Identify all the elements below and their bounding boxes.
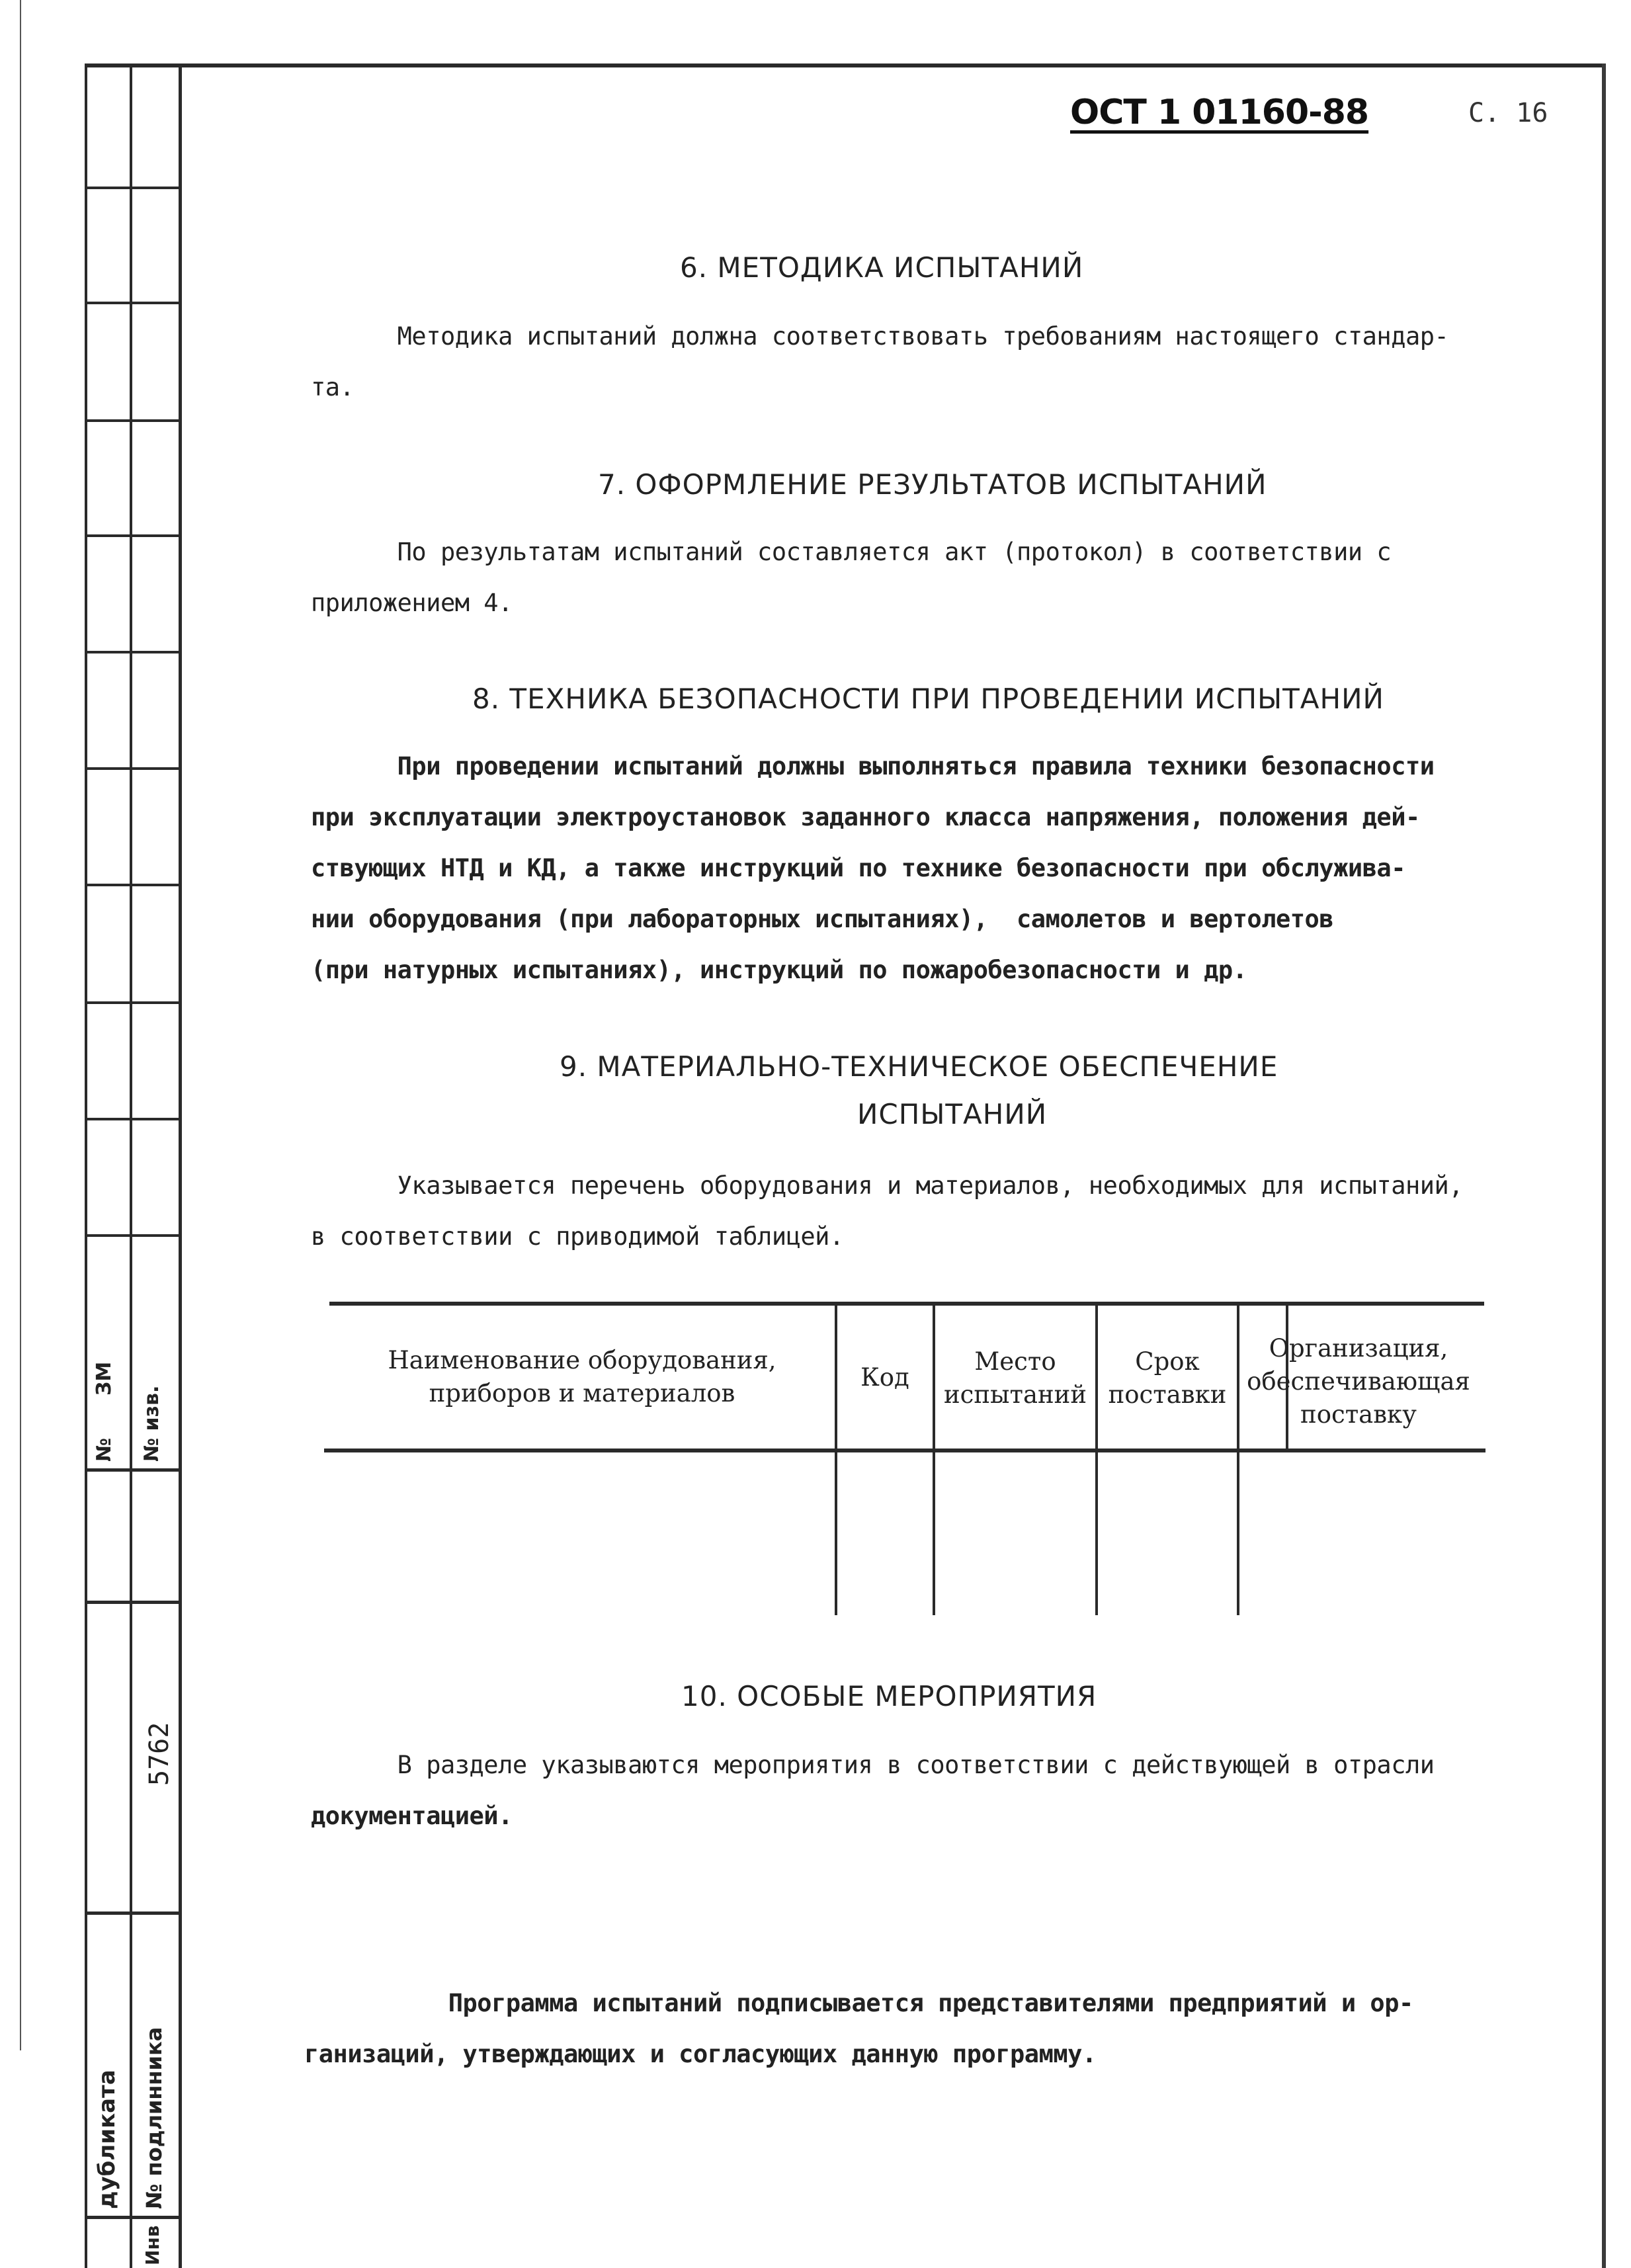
paragraph-line: По результатам испытаний составляется акт (протокол) в соответствии с [311, 538, 1392, 566]
margin-izm-label: ЗМ [93, 1361, 116, 1396]
table-header-term: Срок поставки [1108, 1347, 1227, 1409]
stamp-cell-line [85, 534, 182, 537]
page-number: С. 16 [1468, 98, 1548, 128]
margin-inv-number: 5762 [144, 1722, 175, 1786]
paragraph-line: В разделе указываются мероприятия в соответствии с действующей в отрасли [311, 1751, 1435, 1779]
frame-left-border [85, 63, 87, 2268]
stamp-cell-line [85, 651, 182, 653]
paragraph-line: Указывается перечень оборудования и материалов, необходимых для испытаний, [311, 1171, 1464, 1200]
table-header-place: Место испытаний [943, 1347, 1087, 1409]
outer-margin-rule [20, 0, 21, 2050]
paragraph-line: Методика испытаний должна соответствовать требованиям настоящего стандар- [311, 322, 1449, 351]
paragraph-line: приложением 4. [311, 589, 513, 617]
margin-dublikata-label: дубликата [94, 2070, 120, 2209]
closing-line: Программа испытаний подписывается представителями предприятий и ор- [304, 1989, 1413, 2017]
paragraph-line: документацией. [311, 1802, 513, 1830]
paragraph-line: (при натурных испытаниях), инструкций по пожаробезопасности и др. [311, 956, 1247, 984]
stamp-cell-line [85, 419, 182, 422]
section-heading: 7. ОФОРМЛЕНИЕ РЕЗУЛЬТАТОВ ИСПЫТАНИЙ [598, 468, 1267, 501]
stamp-cell-line [85, 2216, 182, 2219]
frame-top-border [85, 63, 1606, 67]
stamp-cell-line [85, 1468, 182, 1472]
section-heading: 6. МЕТОДИКА ИСПЫТАНИЙ [680, 251, 1084, 284]
paragraph-line: в соответствии с приводимой таблицей. [311, 1222, 844, 1251]
margin-inv-label: Инв [142, 2225, 163, 2265]
table-column-line [835, 1304, 837, 1615]
stamp-cell-line [85, 187, 182, 189]
stamp-cell-line [85, 884, 182, 886]
section-heading: 9. МАТЕРИАЛЬНО-ТЕХНИЧЕСКОЕ ОБЕСПЕЧЕНИЕ [560, 1050, 1278, 1083]
closing-line: ганизаций, утверждающих и согласующих данную программу. [304, 2040, 1097, 2068]
margin-podlinnika-label: № подлинника [142, 2027, 167, 2209]
table-header-code: Код [860, 1363, 909, 1392]
stamp-cell-line [85, 1118, 182, 1120]
paragraph-line: та. [311, 373, 355, 401]
document-code: ОСТ 1 01160-88 [1070, 93, 1369, 132]
stamp-column-right-border [179, 63, 182, 2268]
paragraph-line: нии оборудования (при лабораторных испытаниях), самолетов и вертолетов [311, 905, 1334, 933]
frame-right-border [1602, 63, 1606, 2268]
stamp-cell-line [85, 1911, 182, 1915]
paragraph-line: При проведении испытаний должны выполняться правила техники безопасности [311, 752, 1435, 780]
table-header-organization: Организация, обеспечивающая поставку [1247, 1334, 1470, 1429]
margin-no-izv-label: № изв. [140, 1385, 163, 1462]
section-heading: 8. ТЕХНИКА БЕЗОПАСНОСТИ ПРИ ПРОВЕДЕНИИ ИСПЫТАНИЙ [472, 683, 1384, 715]
stamp-cell-line [85, 302, 182, 304]
stamp-cell-line [85, 1001, 182, 1004]
paragraph-line: при эксплуатации электроустановок заданного класса напряжения, положения дей- [311, 803, 1420, 831]
table-top-rule [329, 1302, 1484, 1306]
section-heading: 10. ОСОБЫЕ МЕРОПРИЯТИЯ [681, 1680, 1097, 1712]
stamp-cell-line [85, 1234, 182, 1237]
stamp-cell-line [85, 767, 182, 770]
paragraph-line: ствующих НТД и КД, а также инструкций по технике безопасности при обслужива- [311, 854, 1405, 882]
section-heading-continued: ИСПЫТАНИЙ [857, 1098, 1048, 1130]
table-header-name: Наименование оборудования, приборов и материалов [388, 1346, 776, 1407]
margin-no-label: № [93, 1437, 116, 1462]
table-header-rule [324, 1449, 1485, 1452]
stamp-cell-line [85, 1601, 182, 1604]
stamp-column-divider [130, 63, 132, 2268]
